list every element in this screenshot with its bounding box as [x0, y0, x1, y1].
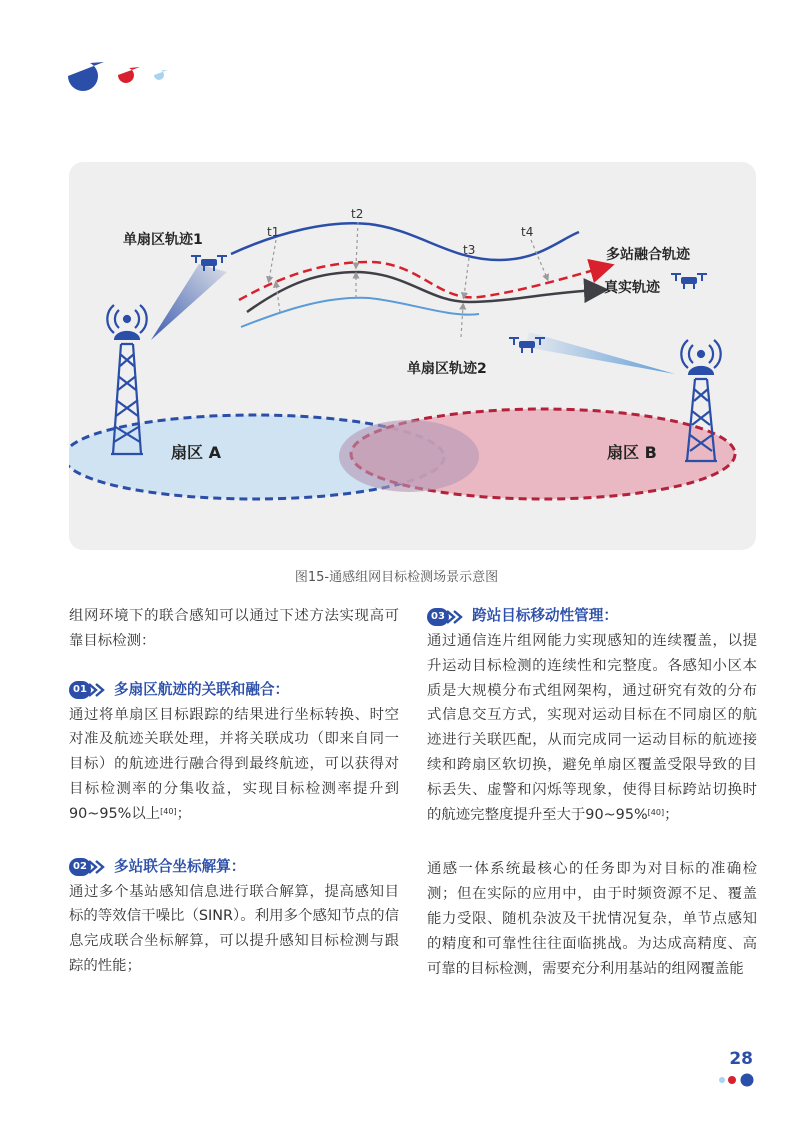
large-blue-drop-icon: [68, 62, 104, 91]
label-t3: t3: [463, 243, 476, 257]
blue-dot-icon: [741, 1074, 754, 1087]
figure-panel: [69, 162, 756, 550]
section-1-title: 多扇区航迹的关联和融合：: [114, 680, 290, 698]
beam-left: [151, 264, 227, 340]
label-fusion-track: 多站融合轨迹: [606, 247, 690, 263]
beam-right: [525, 332, 675, 374]
page-number: 28: [729, 1049, 753, 1069]
right-column: [427, 604, 757, 981]
t3-marker-lower: [461, 306, 463, 337]
label-t1: t1: [267, 225, 280, 239]
light-blue-dot-icon: [719, 1077, 725, 1083]
section-1-heading: [69, 678, 399, 703]
label-sector-b: 扇区 B: [607, 443, 657, 462]
drone-2-icon: [509, 337, 545, 353]
label-true-track: 真实轨迹: [604, 280, 660, 296]
section-2-heading: [69, 855, 399, 880]
section-3-title: 跨站目标移动性管理：: [472, 607, 618, 625]
t1-marker-lower: [276, 284, 280, 312]
red-drop-icon: [118, 67, 140, 83]
label-sector-track-2: 单扇区轨迹2: [407, 361, 487, 377]
light-blue-drop-icon: [154, 70, 168, 80]
section-2-title: 多站联合坐标解算：: [114, 857, 246, 875]
intro-paragraph: 组网环境下的联合感知可以通过下述方法实现高可靠目标检测：: [69, 608, 399, 649]
drone-3-icon: [671, 273, 707, 289]
reference-40: [40]: [160, 806, 177, 816]
closing-paragraph: 通感一体系统最核心的任务即为对目标的准确检测；但在实际的应用中，由于时频资源不足、覆盖能力受限、随机杂波及干扰情况复杂，单节点感知的精度和可靠性往往面临挑战。为达成高精度、高可靠的目标检测，需要充分利用基站的组网覆盖能: [427, 861, 757, 977]
network-detection-diagram: [69, 162, 756, 550]
figure-caption: 图15-通感组网目标检测场景示意图: [294, 570, 499, 585]
section-3-badge: 03: [427, 608, 465, 626]
t1-marker: [269, 240, 276, 280]
red-dot-icon: [728, 1076, 736, 1084]
section-2-badge: 02: [69, 858, 107, 876]
footer-decoration: [716, 1072, 760, 1088]
reference-40: [40]: [647, 807, 665, 817]
section-2-body: 通过多个基站感知信息进行联合解算，提高感知目标的等效信干噪比（SINR）。利用多个感知节点的信息完成联合坐标解算，可以提升感知目标检测与跟踪的性能；: [69, 883, 399, 974]
label-sector-track-1: 单扇区轨迹1: [123, 232, 203, 248]
section-3-heading: [427, 604, 757, 629]
t2-marker: [356, 222, 358, 266]
left-column: [69, 604, 399, 979]
header-decoration: [66, 58, 176, 94]
overlap-region: [339, 420, 479, 492]
label-sector-a: 扇区 A: [171, 443, 221, 462]
section-3-body: 通过通信连片组网能力实现感知的连续覆盖，以提升运动目标检测的连续性和完整度。各感知小区本质是大规模分布式组网架构，通过研究有效的分布式信息交互方式，实现对运动目标在不同扇区的航迹进行关联匹配，从而完成同一运动目标的航迹接续和跨扇区软切换，避免单扇区覆盖受限导致的目标丢失、虚警和闪烁等现象，使得目标跨站切换时的航迹完整度提升至大于90~95%[40]；: [427, 633, 757, 823]
t3-marker: [464, 258, 469, 296]
t4-marker: [531, 240, 547, 278]
sector-track-2-line: [241, 298, 479, 327]
section-1-badge: 01: [69, 681, 107, 699]
label-t2: t2: [351, 207, 364, 221]
label-t4: t4: [521, 225, 534, 239]
section-1-body: 通过将单扇区目标跟踪的结果进行坐标转换、时空对准及航迹关联处理，并将关联成功（即来自同一目标）的航迹进行融合得到最终航迹，可以获得对目标检测率的分集收益，实现目标检测率提升到90~95%以上[40]；: [69, 706, 399, 822]
